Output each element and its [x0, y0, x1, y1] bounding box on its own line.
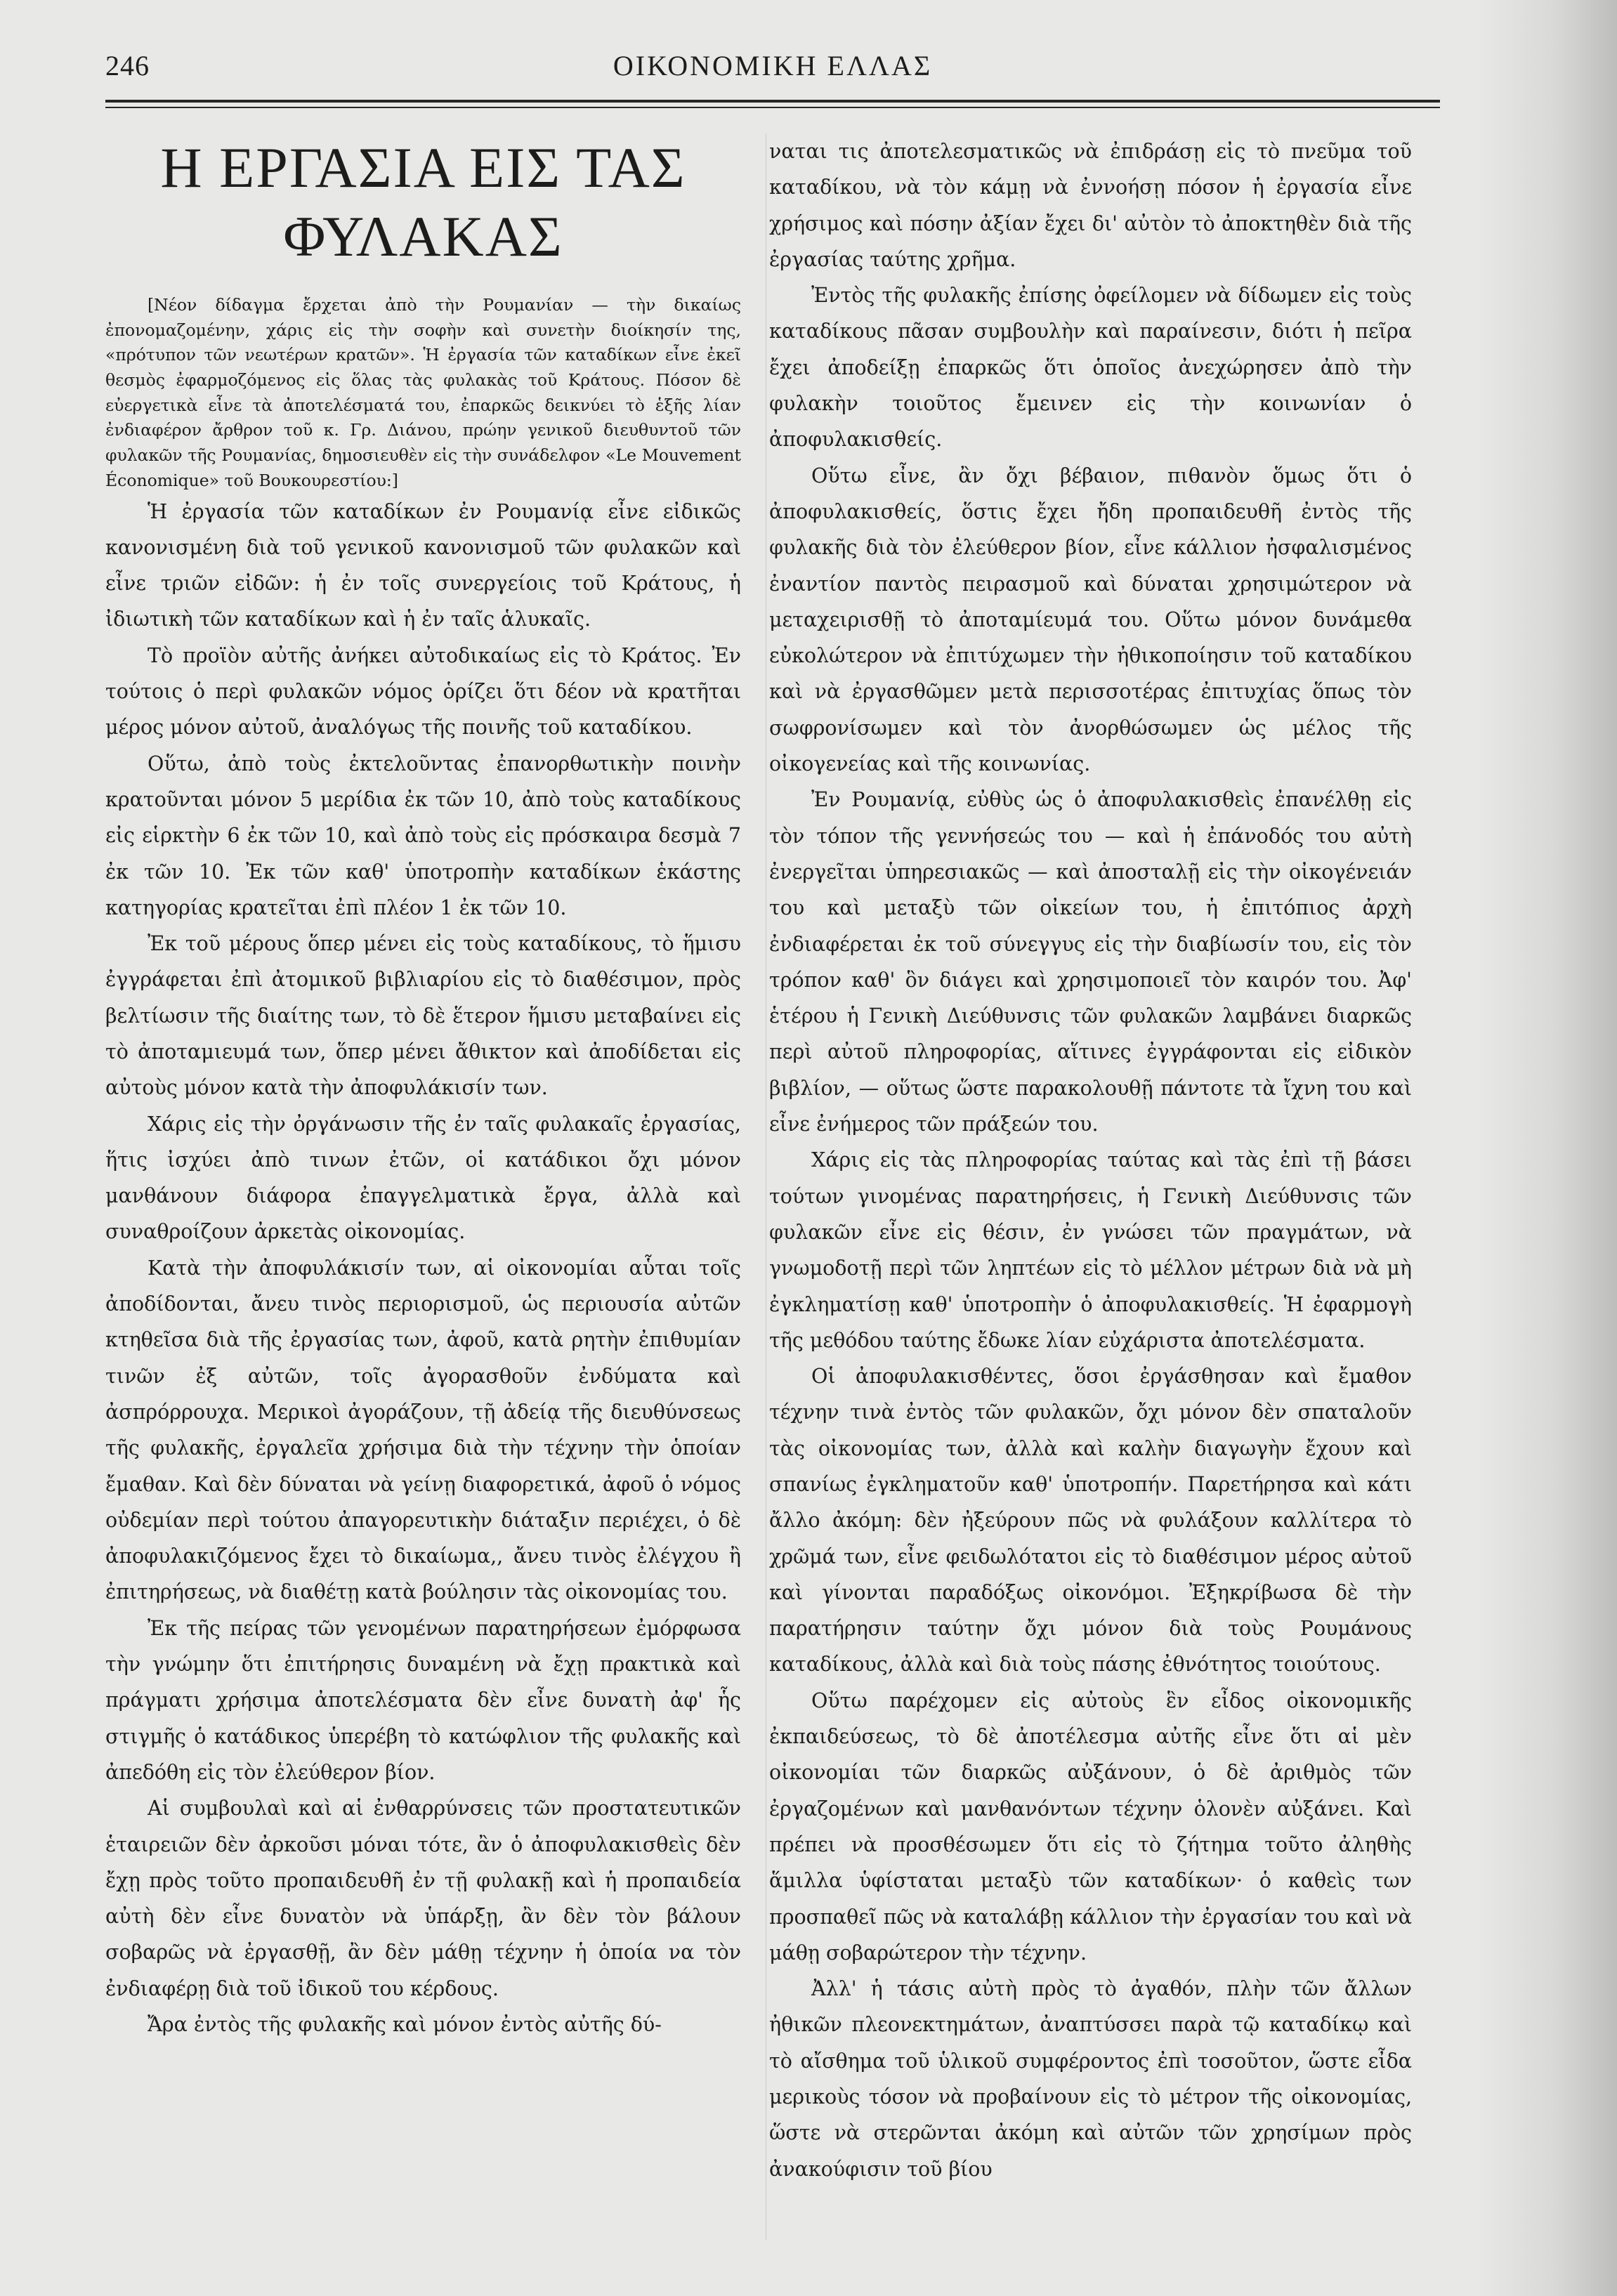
- body-paragraph: Ἐντὸς τῆς φυλακῆς ἐπίσης ὀφείλομεν νὰ δίδωμεν εἰς τοὺς καταδίκους πᾶσαν συμβουλὴν καὶ παραίνεσιν, διότι ἡ πεῖρα ἔχει ἀποδείξῃ ἐπαρκῶς ὅτι ὁποῖος ἀνεχώρησεν ἀπὸ τὴν φυλακὴν τοιοῦτος ἔμεινεν εἰς τὴν κοινωνίαν ὁ ἀποφυλακισθείς.: [769, 284, 1412, 452]
- body-paragraph: Οἱ ἀποφυλακισθέντες, ὅσοι ἐργάσθησαν καὶ ἔμαθον τέχνην τινὰ ἐντὸς τῶν φυλακῶν, ὄχι μόνον δὲν σπαταλοῦν τὰς οἰκονομίας των, ἀλλὰ καὶ καλὴν διαγωγὴν ἔχουν καὶ σπανίως ἐγκληματοῦν καθ' ὑποτροπήν. Παρετήρησα καὶ κάτι ἄλλο ἀκόμη: δὲν ἠξεύρουν πῶς νὰ φυλάξουν καλλίτερα τὸ χρῶμά των, εἶνε φειδωλότατοι εἰς τὸ διαθέσιμον μέρος αὐτοῦ καὶ γίνονται παραδόξως οἰκονόμοι. Ἐξηκρίβωσα δὲ τὴν παρατήρησιν ταύτην ὄχι μόνον διὰ τοὺς Ρουμάνους καταδίκους, ἀλλὰ καὶ διὰ τοὺς πάσης ἐθνότητος τοιούτους.: [769, 1365, 1412, 1677]
- left-column: [105, 133, 741, 2042]
- body-paragraph: Αἱ συμβουλαὶ καὶ αἱ ἐνθαρρύνσεις τῶν προστατευτικῶν ἑταιρειῶν δὲν ἀρκοῦσι μόναι τότε, ἂν ὁ ἀποφυλακισθεὶς δὲν ἔχῃ πρὸς τοῦτο προπαιδευθῆ ἐν τῇ φυλακῇ καὶ ἡ προπαιδεία αὐτὴ δὲν εἶνε δυνατὸν νὰ ὑπάρξῃ, ἂν δὲν τὸν βάλουν σοβαρῶς νὰ ἐργασθῇ, ἂν δὲν μάθῃ τέχνην ἡ ὁποία να τὸν ἐνδιαφέρῃ διὰ τοῦ ἰδικοῦ του κέρδους.: [105, 1797, 741, 2000]
- body-paragraph: Ἐκ τοῦ μέρους ὅπερ μένει εἰς τοὺς καταδίκους, τὸ ἥμισυ ἐγγράφεται ἐπὶ ἀτομικοῦ βιβλιαρίου εἰς τὸ διαθέσιμον, πρὸς βελτίωσιν τῆς διαίτης των, τὸ δὲ ἕτερον ἥμισυ μεταβαίνει εἰς τὸ ἀποταμιευμά των, ὅπερ μένει ἄθικτον καὶ ἀποδίδεται εἰς αὐτοὺς μόνον κατὰ τὴν ἀποφυλάκισίν των.: [105, 932, 741, 1100]
- body-paragraph: Χάρις εἰς τὰς πληροφορίας ταύτας καὶ τὰς ἐπὶ τῇ βάσει τούτων γινομένας παρατηρήσεις, ἡ Γενικὴ Διεύθυνσις τῶν φυλακῶν εἶνε εἰς θέσιν, ἐν γνώσει τῶν πραγμάτων, νὰ γνωμοδοτῇ περὶ τῶν ληπτέων εἰς τὸ μέλλον μέτρων διὰ νὰ μὴ ἐγκληματίσῃ καθ' ὑποτροπὴν ὁ ἀποφυλακισθείς. Ἡ ἐφαρμογὴ τῆς μεθόδου ταύτης ἔδωκε λίαν εὐχάριστα ἀποτελέσματα.: [769, 1148, 1412, 1352]
- article-title: Η ΕΡΓΑΣΙΑ ΕΙΣ ΤΑΣ ΦΥΛΑΚΑΣ: [160, 136, 686, 269]
- body-paragraph: Τὸ προϊὸν αὐτῆς ἀνήκει αὐτοδικαίως εἰς τὸ Κράτος. Ἐν τούτοις ὁ περὶ φυλακῶν νόμος ὁρίζει ὅτι δέον νὰ κρατῆται μέρος μόνον αὐτοῦ, ἀναλόγως τῆς ποινῆς τοῦ καταδίκου.: [105, 643, 741, 740]
- body-paragraph: Ἐν Ρουμανίᾳ, εὐθὺς ὡς ὁ ἀποφυλακισθεὶς ἐπανέλθῃ εἰς τὸν τόπον τῆς γεννήσεώς του — καὶ ἡ ἐπάνοδός του αὐτὴ ἐνεργεῖται ὑπηρεσιακῶς — καὶ ἀποσταλῇ εἰς τὴν οἰκογένειάν του καὶ μεταξὺ τῶν οἰκείων του, ἡ ἐπιτόπιος ἀρχὴ ἐνδιαφέρεται ἐκ τοῦ σύνεγγυς εἰς τὴν διαβίωσίν του, εἰς τὸν τρόπον καθ' ὃν διάγει καὶ χρησιμοποιεῖ τὸν καιρόν του. Ἀφ' ἑτέρου ἡ Γενικὴ Διεύθυνσις τῶν φυλακῶν λαμβάνει διαρκῶς περὶ αὐτοῦ πληροφορίας, αἵτινες ἐγγράφονται εἰς εἰδικὸν βιβλίον, — οὕτως ὥστε παρακολουθῇ πάντοτε τὰ ἴχνη του καὶ εἶνε ἐνήμερος τῶν πράξεών του.: [769, 788, 1412, 1136]
- body-paragraph: Οὕτω παρέχομεν εἰς αὐτοὺς ἓν εἶδος οἰκονομικῆς ἐκπαιδεύσεως, τὸ δὲ ἀποτέλεσμα αὐτῆς εἶνε ὅτι αἱ μὲν οἰκονομίαι τῶν διαρκῶς αὐξάνουν, ὁ δὲ ἀριθμὸς τῶν ἐργαζομένων καὶ μανθανόντων τέχνην ὁλονὲν αὐξάνει. Καὶ πρέπει νὰ προσθέσωμεν ὅτι εἰς τὸ ζήτημα τοῦτο ἀληθὴς ἅμιλλα ὑφίσταται μεταξὺ τῶν καταδίκων· ὁ καθεὶς των προσπαθεῖ πῶς νὰ καταλάβῃ κάλλιον τὴν ἐργασίαν του καὶ νὰ μάθῃ σοβαρώτερον τὴν τέχνην.: [769, 1688, 1412, 1964]
- header-rule-thin: [105, 107, 1440, 108]
- right-column: [769, 133, 1412, 2187]
- page-header: [105, 49, 1440, 91]
- body-paragraph: Ἀλλ' ἡ τάσις αὐτὴ πρὸς τὸ ἀγαθόν, πλὴν τῶν ἄλλων ἠθικῶν πλεονεκτημάτων, ἀναπτύσσει παρὰ τῷ καταδίκῳ καὶ τὸ αἴσθημα τοῦ ὑλικοῦ συμφέροντος ἐπὶ τοσοῦτον, ὥστε εἶδα μερικοὺς τόσον νὰ προβαίνουν εἰς τὸ μέτρον τῆς οἰκονομίας, ὥστε νὰ στερῶνται ἀκόμη καὶ αὐτῶν τῶν χρησίμων πρὸς ἀνακούφισιν τοῦ βίου: [769, 1977, 1412, 2181]
- continued-paragraph: ναται τις ἀποτελεσματικῶς νὰ ἐπιδράσῃ εἰς τὸ πνεῦμα τοῦ καταδίκου, νὰ τὸν κάμῃ νὰ ἐννοήσῃ πόσον ἡ ἐργασία εἶνε χρήσιμος καὶ πόσην ἀξίαν ἔχει δι' αὐτὸν τὸ ἀποκτηθὲν διὰ τῆς ἐργασίας ταύτης χρῆμα.: [769, 140, 1412, 271]
- body-paragraph: Οὕτω, ἀπὸ τοὺς ἐκτελοῦντας ἐπανορθωτικὴν ποινὴν κρατοῦνται μόνον 5 μερίδια ἐκ τῶν 10, ἀπὸ τοὺς καταδίκους εἰς εἱρκτὴν 6 ἐκ τῶν 10, καὶ ἀπὸ τοὺς εἰς πρόσκαιρα δεσμὰ 7 ἐκ τῶν 10. Ἐκ τῶν καθ' ὑποτροπὴν καταδίκων ἑκάστης κατηγορίας κρατεῖται ἐπὶ πλέον 1 ἐκ τῶν 10.: [105, 752, 741, 919]
- editorial-intro-note: [Νέον δίδαγμα ἔρχεται ἀπὸ τὴν Ρουμανίαν — τὴν δικαίως ἐπονομαζομένην, χάρις εἰς τὴν σοφὴν καὶ συνετὴν διοίκησίν της, «πρότυπον τῶν νεωτέρων κρατῶν». Ἡ ἐργασία τῶν καταδίκων εἶνε ἐκεῖ θεσμὸς ἐφαρμοζόμενος εἰς ὅλας τὰς φυλακὰς τοῦ Κράτους. Πόσον δὲ εὐεργετικὰ εἶνε τὰ ἀποτελέσματά του, ἐπαρκῶς δεικνύει τὸ ἑξῆς λίαν ἐνδιαφέρον ἄρθρον τοῦ κ. Γρ. Διάνου, πρώην γενικοῦ διευθυντοῦ τῶν φυλακῶν τῆς Ρουμανίας, δημοσιευθὲν εἰς τὴν συνάδελφον «Le Mouvement Économique» τοῦ Βουκουρεστίου:]: [105, 294, 741, 490]
- body-paragraph: Οὕτω εἶνε, ἂν ὄχι βέβαιον, πιθανὸν ὅμως ὅτι ὁ ἀποφυλακισθείς, ὅστις ἔχει ἤδη προπαιδευθῆ ἐντὸς τῆς φυλακῆς διὰ τὸν ἐλεύθερον βίον, εἶνε κάλλιον ἠσφαλισμένος ἐναντίον παντὸς πειρασμοῦ καὶ δύναται χρησιμώτερον νὰ μεταχειρισθῇ τὸ ἀποταμίευμά του. Οὕτω μόνον δυνάμεθα εὐκολώτερον νὰ ἐπιτύχωμεν τὴν ἠθικοποίησιν τοῦ καταδίκου καὶ νὰ ἐργασθῶμεν μετὰ περισσοτέρας ἐπιτυχίας ὅπως τὸν σωφρονίσωμεν καὶ τὸν ἀνορθώσωμεν ὡς μέλος τῆς οἰκογενείας καὶ τῆς κοινωνίας.: [769, 464, 1412, 776]
- body-paragraph: Χάρις εἰς τὴν ὀργάνωσιν τῆς ἐν ταῖς φυλακαῖς ἐργασίας, ἥτις ἰσχύει ἀπὸ τινων ἐτῶν, οἱ κατάδικοι ὄχι μόνον μανθάνουν διάφορα ἐπαγγελματικὰ ἔργα, ἀλλὰ καὶ συναθροίζουν ἀρκετὰς οἰκονομίας.: [105, 1112, 741, 1244]
- body-paragraph: Κατὰ τὴν ἀποφυλάκισίν των, αἱ οἰκονομίαι αὗται τοῖς ἀποδίδονται, ἄνευ τινὸς περιορισμοῦ, ὡς περιουσία αὐτῶν κτηθεῖσα διὰ τῆς ἐργασίας των, ἀφοῦ, κατὰ ρητὴν ἐπιθυμίαν τινῶν ἐξ αὐτῶν, τοῖς ἀγορασθοῦν ἐνδύματα καὶ ἀσπρόρρουχα. Μερικοὶ ἀγοράζουν, τῇ ἀδείᾳ τῆς διευθύνσεως τῆς φυλακῆς, ἐργαλεῖα χρήσιμα διὰ τὴν τέχνην τὴν ὁποίαν ἔμαθαν. Καὶ δὲν δύναται νὰ γείνῃ διαφορετικά, ἀφοῦ ὁ νόμος οὐδεμίαν περὶ τούτου ἀπαγορευτικὴν διάταξιν περιέχει, ὁ δὲ ἀποφυλακιζόμενος ἔχει τὸ δικαίωμα,, ἄνευ τινὸς ἐλέγχου ἢ ἐπιτηρήσεως, νὰ διαθέτῃ κατὰ βούλησιν τὰς οἰκονομίας του.: [105, 1256, 741, 1604]
- body-paragraph: Ἡ ἐργασία τῶν καταδίκων ἐν Ρουμανίᾳ εἶνε εἰδικῶς κανονισμένη διὰ τοῦ γενικοῦ κανονισμοῦ τῶν φυλακῶν καὶ εἶνε τριῶν εἰδῶν: ἡ ἐν τοῖς συνεργείοις τοῦ Κράτους, ἡ ἰδιωτικὴ τῶν καταδίκων καὶ ἡ ἐν ταῖς ἁλυκαῖς.: [105, 499, 741, 631]
- page-edge-shadow: [1477, 0, 1617, 2296]
- header-rule-thick: [105, 100, 1440, 103]
- running-title: ΟΙΚΟΝΟΜΙΚΗ ΕΛΛΑΣ: [613, 50, 933, 81]
- page-number: 246: [105, 50, 150, 81]
- body-paragraph: Ἄρα ἐντὸς τῆς φυλακῆς καὶ μόνον ἐντὸς αὐτῆς δύ-: [148, 2013, 662, 2036]
- body-paragraph: Ἐκ τῆς πείρας τῶν γενομένων παρατηρήσεων ἐμόρφωσα τὴν γνώμην ὅτι ἐπιτήρησις δυναμένη νὰ ἔχῃ πρακτικὰ καὶ πράγματι χρήσιμα ἀποτελέσματα δὲν εἶνε δυνατὴ ἀφ' ἧς στιγμῆς ὁ κατάδικος ὑπερέβη τὸ κατώφλιον τῆς φυλακῆς καὶ ἀπεδόθη εἰς τὸν ἐλεύθερον βίον.: [105, 1616, 741, 1784]
